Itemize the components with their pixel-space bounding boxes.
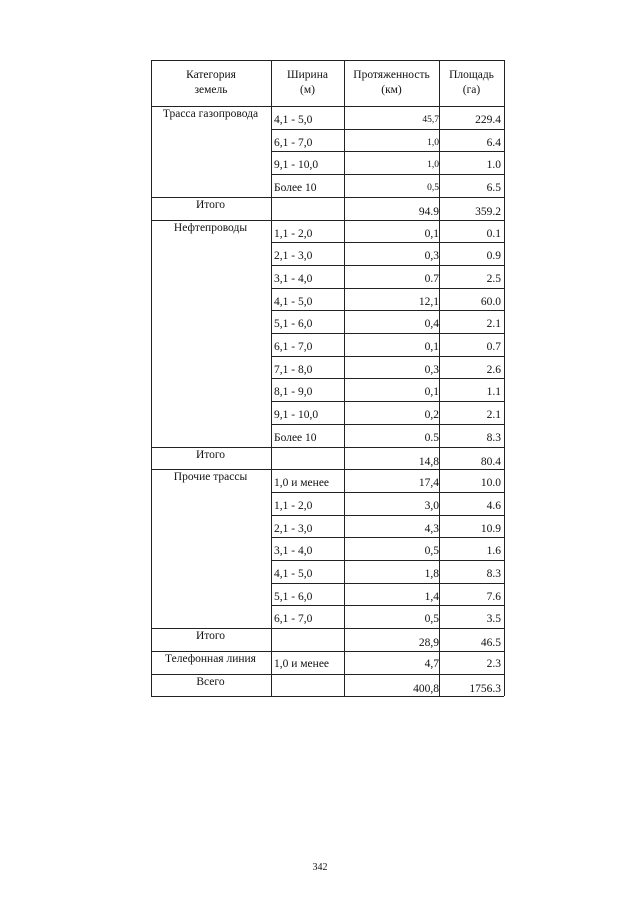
area-cell: 3.5 [486, 613, 501, 626]
row-rule [151, 469, 504, 470]
length-cell: 1,0 [427, 160, 439, 171]
grand-total-area: 1756.3 [469, 682, 501, 695]
width-cell: 3,1 - 4,0 [274, 545, 313, 558]
row-rule [151, 447, 504, 448]
total-area: 359.2 [475, 205, 501, 218]
total-area: 46.5 [480, 637, 501, 650]
area-cell: 10.9 [480, 522, 501, 535]
row-rule [271, 174, 504, 175]
length-cell: 0,3 [424, 363, 439, 376]
row-rule [271, 583, 504, 584]
row-rule [271, 515, 504, 516]
column-rule [151, 60, 152, 696]
width-cell: 5,1 - 6,0 [274, 590, 313, 603]
row-rule [151, 651, 504, 652]
total-label: Итого [195, 198, 226, 211]
row-rule [271, 378, 504, 379]
column-rule [344, 60, 345, 696]
total-label: Итого [195, 630, 226, 643]
width-cell: 6,1 - 7,0 [274, 136, 313, 149]
area-cell: 8.3 [486, 568, 501, 580]
column-rule [271, 60, 272, 696]
row-rule [151, 197, 504, 198]
width-cell: Более 10 [274, 431, 317, 444]
area-cell: 2.1 [486, 318, 501, 331]
total-length: 14,8 [418, 455, 439, 468]
category-label: Нефтепроводы [173, 221, 248, 234]
length-cell: 3,0 [424, 499, 439, 512]
width-cell: 9,1 - 10,0 [274, 159, 319, 172]
width-cell: 4,1 - 5,0 [274, 114, 313, 126]
length-cell: 0,2 [424, 409, 439, 422]
area-cell: 6.4 [486, 136, 501, 149]
total-length: 28,9 [418, 637, 439, 650]
area-cell: 1.6 [486, 545, 501, 558]
length-cell: 0,1 [424, 227, 439, 240]
length-cell: 1,0 [427, 137, 439, 148]
phone-category: Телефонная линия [165, 652, 256, 665]
area-cell: 0.7 [486, 341, 501, 353]
width-cell: 4,1 - 5,0 [274, 295, 313, 308]
grand-total-length: 400,8 [413, 682, 439, 695]
row-rule [151, 674, 504, 675]
length-cell: 0,5 [427, 183, 439, 194]
row-rule [271, 356, 504, 357]
width-cell: 5,1 - 6,0 [274, 318, 313, 331]
phone-area: 2.3 [486, 657, 501, 670]
area-cell: 2.5 [486, 272, 501, 285]
row-rule [271, 265, 504, 266]
row-rule [271, 424, 504, 425]
length-cell: 4,3 [424, 522, 439, 535]
area-cell: 0.1 [486, 227, 501, 240]
length-cell: 12,1 [418, 295, 439, 308]
row-rule [271, 492, 504, 493]
length-cell: 45,7 [422, 115, 439, 125]
area-cell: 2.1 [486, 409, 501, 422]
row-rule [151, 628, 504, 629]
total-length: 94.9 [418, 205, 439, 218]
width-cell: 3,1 - 4,0 [274, 272, 313, 285]
category-label: Прочие трассы [173, 471, 248, 484]
row-rule [271, 560, 504, 561]
row-rule [151, 60, 504, 61]
length-cell: 1,8 [424, 568, 439, 580]
row-rule [151, 696, 504, 697]
area-cell: 8.3 [486, 431, 501, 444]
row-rule [271, 288, 504, 289]
area-cell: 4.6 [486, 499, 501, 512]
row-rule [271, 242, 504, 243]
total-area: 80.4 [480, 455, 501, 468]
category-label: Трасса газопровода [162, 108, 259, 120]
column-rule [439, 60, 440, 696]
width-cell: 9,1 - 10,0 [274, 409, 319, 422]
length-cell: 0,3 [424, 250, 439, 263]
header-length: Протяженность (км) [353, 69, 430, 96]
phone-length: 4,7 [424, 657, 439, 670]
width-cell: Более 10 [274, 182, 317, 195]
width-cell: 8,1 - 9,0 [274, 386, 313, 399]
length-cell: 0,1 [424, 341, 439, 353]
length-cell: 0,1 [424, 386, 439, 399]
length-cell: 0,5 [424, 545, 439, 558]
area-cell: 1.1 [486, 386, 501, 399]
width-cell: 2,1 - 3,0 [274, 250, 313, 263]
row-rule [151, 106, 504, 107]
length-cell: 0,5 [424, 613, 439, 626]
area-cell: 1.0 [486, 159, 501, 172]
width-cell: 6,1 - 7,0 [274, 341, 313, 353]
row-rule [271, 605, 504, 606]
row-rule [271, 151, 504, 152]
grand-total-label: Всего [196, 675, 225, 688]
length-cell: 0.5 [424, 431, 439, 444]
land-category-table [151, 60, 504, 696]
total-label: Итого [195, 448, 226, 461]
length-cell: 17,4 [418, 477, 439, 490]
row-rule [271, 401, 504, 402]
length-cell: 0.7 [424, 272, 439, 285]
width-cell: 1,0 и менее [274, 477, 330, 490]
width-cell: 1,1 - 2,0 [274, 499, 313, 512]
row-rule [271, 129, 504, 130]
width-cell: 1,1 - 2,0 [274, 227, 313, 240]
area-cell: 6.5 [486, 182, 501, 195]
row-rule [151, 220, 504, 221]
area-cell: 2.6 [486, 363, 501, 376]
area-cell: 229.4 [475, 114, 501, 126]
header-category: Категория земель [186, 69, 236, 96]
area-cell: 10.0 [480, 477, 501, 490]
width-cell: 2,1 - 3,0 [274, 522, 313, 535]
area-cell: 60.0 [480, 295, 501, 308]
header-width: Ширина (м) [287, 69, 328, 96]
row-rule [271, 333, 504, 334]
page-number: 342 [312, 862, 328, 873]
row-rule [271, 537, 504, 538]
length-cell: 0,4 [424, 318, 439, 331]
width-cell: 4,1 - 5,0 [274, 568, 313, 580]
area-cell: 7.6 [486, 590, 501, 603]
length-cell: 1,4 [424, 590, 439, 603]
area-cell: 0.9 [486, 250, 501, 263]
width-cell: 7,1 - 8,0 [274, 363, 313, 376]
row-rule [271, 310, 504, 311]
column-rule [504, 60, 505, 696]
phone-width: 1,0 и менее [274, 657, 330, 670]
header-area: Площадь (га) [449, 69, 494, 96]
width-cell: 6,1 - 7,0 [274, 613, 313, 626]
